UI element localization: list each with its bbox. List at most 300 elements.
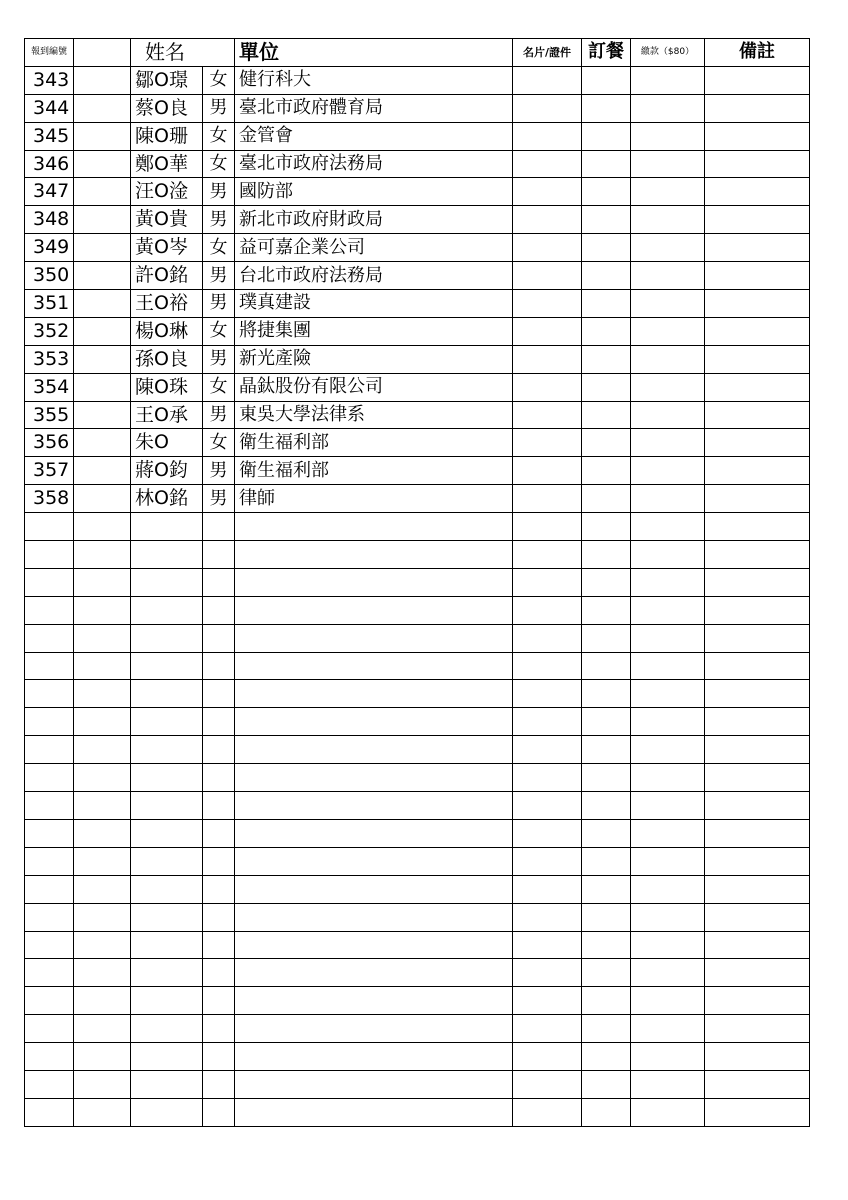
unit-cell — [235, 1070, 513, 1098]
gender-cell — [203, 847, 235, 875]
meal-cell — [582, 1043, 631, 1071]
empty-row — [25, 652, 810, 680]
meal-cell — [582, 513, 631, 541]
notes-cell — [705, 596, 810, 624]
gender-cell — [203, 680, 235, 708]
notes-cell — [705, 317, 810, 345]
meal-cell — [582, 1015, 631, 1043]
payment-cell — [631, 206, 705, 234]
payment-cell — [631, 178, 705, 206]
reg-no-cell: 346 — [25, 150, 74, 178]
notes-cell — [705, 66, 810, 94]
blank-cell — [74, 150, 131, 178]
reg-no-cell — [25, 568, 74, 596]
payment-cell — [631, 513, 705, 541]
notes-cell — [705, 819, 810, 847]
blank-cell — [74, 262, 131, 290]
gender-cell: 女 — [203, 429, 235, 457]
card-cell — [513, 764, 582, 792]
blank-cell — [74, 1070, 131, 1098]
name-cell — [131, 875, 203, 903]
table-row — [25, 150, 810, 178]
unit-cell: 東吳大學法律系 — [235, 401, 513, 429]
gender-cell — [203, 541, 235, 569]
meal-cell — [582, 652, 631, 680]
name-cell: 林O銘 — [131, 485, 203, 513]
gender-cell — [203, 568, 235, 596]
unit-cell — [235, 680, 513, 708]
card-cell — [513, 513, 582, 541]
name-cell — [131, 541, 203, 569]
reg-no-cell — [25, 1015, 74, 1043]
card-cell — [513, 1043, 582, 1071]
reg-no-cell: 348 — [25, 206, 74, 234]
blank-cell — [74, 624, 131, 652]
name-cell: 王O承 — [131, 401, 203, 429]
blank-cell — [74, 819, 131, 847]
name-cell: 黃O貴 — [131, 206, 203, 234]
unit-cell — [235, 959, 513, 987]
notes-cell — [705, 652, 810, 680]
blank-cell — [74, 903, 131, 931]
table-row — [25, 401, 810, 429]
unit-cell: 臺北市政府法務局 — [235, 150, 513, 178]
card-cell — [513, 317, 582, 345]
gender-cell — [203, 792, 235, 820]
blank-cell — [74, 290, 131, 318]
meal-cell — [582, 541, 631, 569]
name-cell: 王O裕 — [131, 290, 203, 318]
empty-row — [25, 596, 810, 624]
reg-no-cell: 354 — [25, 373, 74, 401]
reg-no-cell — [25, 792, 74, 820]
gender-cell: 女 — [203, 234, 235, 262]
payment-cell — [631, 903, 705, 931]
gender-cell: 男 — [203, 457, 235, 485]
notes-cell — [705, 206, 810, 234]
empty-row — [25, 541, 810, 569]
gender-cell — [203, 875, 235, 903]
meal-cell — [582, 987, 631, 1015]
blank-cell — [74, 66, 131, 94]
meal-cell — [582, 94, 631, 122]
name-cell — [131, 708, 203, 736]
payment-cell — [631, 1070, 705, 1098]
notes-cell — [705, 429, 810, 457]
blank-cell — [74, 345, 131, 373]
card-cell — [513, 178, 582, 206]
gender-cell — [203, 1070, 235, 1098]
gender-cell: 男 — [203, 206, 235, 234]
gender-cell: 男 — [203, 262, 235, 290]
gender-cell — [203, 1043, 235, 1071]
notes-cell — [705, 903, 810, 931]
notes-cell — [705, 234, 810, 262]
notes-cell — [705, 847, 810, 875]
table-row — [25, 317, 810, 345]
payment-cell — [631, 66, 705, 94]
payment-cell — [631, 317, 705, 345]
card-cell — [513, 903, 582, 931]
meal-cell — [582, 819, 631, 847]
header-blank — [74, 39, 131, 67]
table-row — [25, 66, 810, 94]
blank-cell — [74, 1098, 131, 1126]
meal-cell — [582, 178, 631, 206]
payment-cell — [631, 568, 705, 596]
name-cell — [131, 987, 203, 1015]
blank-cell — [74, 178, 131, 206]
meal-cell — [582, 290, 631, 318]
card-cell — [513, 485, 582, 513]
header-row — [25, 39, 810, 67]
meal-cell — [582, 959, 631, 987]
gender-cell: 女 — [203, 373, 235, 401]
card-cell — [513, 94, 582, 122]
unit-cell: 國防部 — [235, 178, 513, 206]
notes-cell — [705, 485, 810, 513]
meal-cell — [582, 736, 631, 764]
meal-cell — [582, 792, 631, 820]
table-row — [25, 429, 810, 457]
payment-cell — [631, 429, 705, 457]
reg-no-cell: 355 — [25, 401, 74, 429]
notes-cell — [705, 150, 810, 178]
card-cell — [513, 959, 582, 987]
reg-no-cell — [25, 1043, 74, 1071]
reg-no-cell: 353 — [25, 345, 74, 373]
blank-cell — [74, 680, 131, 708]
name-cell — [131, 764, 203, 792]
reg-no-cell — [25, 847, 74, 875]
unit-cell — [235, 819, 513, 847]
card-cell — [513, 931, 582, 959]
meal-cell — [582, 903, 631, 931]
blank-cell — [74, 206, 131, 234]
header-meal: 訂餐 — [582, 39, 631, 67]
table-row — [25, 122, 810, 150]
notes-cell — [705, 541, 810, 569]
empty-row — [25, 764, 810, 792]
card-cell — [513, 541, 582, 569]
payment-cell — [631, 819, 705, 847]
payment-cell — [631, 987, 705, 1015]
notes-cell — [705, 1043, 810, 1071]
blank-cell — [74, 234, 131, 262]
reg-no-cell — [25, 680, 74, 708]
notes-cell — [705, 457, 810, 485]
name-cell: 蔡O良 — [131, 94, 203, 122]
meal-cell — [582, 150, 631, 178]
name-cell — [131, 513, 203, 541]
name-cell — [131, 568, 203, 596]
payment-cell — [631, 792, 705, 820]
registration-table — [24, 38, 810, 1127]
gender-cell: 男 — [203, 401, 235, 429]
payment-cell — [631, 541, 705, 569]
name-cell — [131, 819, 203, 847]
reg-no-cell: 350 — [25, 262, 74, 290]
gender-cell: 男 — [203, 485, 235, 513]
reg-no-cell — [25, 875, 74, 903]
notes-cell — [705, 262, 810, 290]
unit-cell — [235, 652, 513, 680]
gender-cell: 男 — [203, 345, 235, 373]
blank-cell — [74, 875, 131, 903]
gender-cell — [203, 736, 235, 764]
reg-no-cell — [25, 1098, 74, 1126]
meal-cell — [582, 764, 631, 792]
gender-cell — [203, 819, 235, 847]
meal-cell — [582, 485, 631, 513]
reg-no-cell: 345 — [25, 122, 74, 150]
payment-cell — [631, 680, 705, 708]
reg-no-cell — [25, 931, 74, 959]
empty-row — [25, 624, 810, 652]
meal-cell — [582, 206, 631, 234]
name-cell: 朱O — [131, 429, 203, 457]
payment-cell — [631, 708, 705, 736]
header-card: 名片/證件 — [513, 39, 582, 67]
payment-cell — [631, 652, 705, 680]
notes-cell — [705, 568, 810, 596]
reg-no-cell — [25, 513, 74, 541]
gender-cell — [203, 931, 235, 959]
gender-cell: 男 — [203, 94, 235, 122]
card-cell — [513, 708, 582, 736]
name-cell — [131, 1015, 203, 1043]
blank-cell — [74, 94, 131, 122]
header-notes: 備註 — [705, 39, 810, 67]
name-cell: 楊O琳 — [131, 317, 203, 345]
reg-no-cell — [25, 596, 74, 624]
notes-cell — [705, 373, 810, 401]
blank-cell — [74, 1043, 131, 1071]
name-cell: 汪O淦 — [131, 178, 203, 206]
unit-cell: 益可嘉企業公司 — [235, 234, 513, 262]
meal-cell — [582, 1098, 631, 1126]
payment-cell — [631, 345, 705, 373]
card-cell — [513, 1070, 582, 1098]
reg-no-cell — [25, 903, 74, 931]
unit-cell — [235, 1098, 513, 1126]
notes-cell — [705, 178, 810, 206]
blank-cell — [74, 959, 131, 987]
unit-cell: 新光產險 — [235, 345, 513, 373]
unit-cell — [235, 875, 513, 903]
unit-cell: 健行科大 — [235, 66, 513, 94]
gender-cell: 女 — [203, 317, 235, 345]
payment-cell — [631, 485, 705, 513]
reg-no-cell — [25, 652, 74, 680]
payment-cell — [631, 624, 705, 652]
notes-cell — [705, 94, 810, 122]
reg-no-cell — [25, 1070, 74, 1098]
notes-cell — [705, 290, 810, 318]
unit-cell: 臺北市政府體育局 — [235, 94, 513, 122]
blank-cell — [74, 1015, 131, 1043]
notes-cell — [705, 931, 810, 959]
gender-cell — [203, 959, 235, 987]
blank-cell — [74, 596, 131, 624]
name-cell: 許O銘 — [131, 262, 203, 290]
payment-cell — [631, 1043, 705, 1071]
card-cell — [513, 122, 582, 150]
notes-cell — [705, 1015, 810, 1043]
name-cell: 陳O珊 — [131, 122, 203, 150]
meal-cell — [582, 373, 631, 401]
table-row — [25, 373, 810, 401]
table-row — [25, 178, 810, 206]
payment-cell — [631, 847, 705, 875]
card-cell — [513, 373, 582, 401]
meal-cell — [582, 345, 631, 373]
empty-row — [25, 1015, 810, 1043]
reg-no-cell — [25, 624, 74, 652]
empty-row — [25, 903, 810, 931]
name-cell — [131, 931, 203, 959]
name-cell: 黃O岑 — [131, 234, 203, 262]
unit-cell — [235, 847, 513, 875]
payment-cell — [631, 959, 705, 987]
blank-cell — [74, 708, 131, 736]
card-cell — [513, 1098, 582, 1126]
meal-cell — [582, 568, 631, 596]
payment-cell — [631, 1015, 705, 1043]
meal-cell — [582, 875, 631, 903]
reg-no-cell: 356 — [25, 429, 74, 457]
reg-no-cell: 343 — [25, 66, 74, 94]
notes-cell — [705, 1070, 810, 1098]
notes-cell — [705, 792, 810, 820]
empty-row — [25, 1070, 810, 1098]
unit-cell — [235, 708, 513, 736]
header-unit: 單位 — [235, 39, 513, 67]
notes-cell — [705, 708, 810, 736]
table-row — [25, 94, 810, 122]
unit-cell — [235, 624, 513, 652]
blank-cell — [74, 122, 131, 150]
notes-cell — [705, 1098, 810, 1126]
unit-cell: 晶鈦股份有限公司 — [235, 373, 513, 401]
reg-no-cell: 357 — [25, 457, 74, 485]
card-cell — [513, 652, 582, 680]
blank-cell — [74, 568, 131, 596]
unit-cell — [235, 541, 513, 569]
meal-cell — [582, 401, 631, 429]
card-cell — [513, 457, 582, 485]
meal-cell — [582, 66, 631, 94]
reg-no-cell — [25, 987, 74, 1015]
blank-cell — [74, 513, 131, 541]
notes-cell — [705, 122, 810, 150]
meal-cell — [582, 317, 631, 345]
table-row — [25, 262, 810, 290]
name-cell — [131, 959, 203, 987]
meal-cell — [582, 457, 631, 485]
unit-cell: 新北市政府財政局 — [235, 206, 513, 234]
payment-cell — [631, 401, 705, 429]
unit-cell: 衛生福利部 — [235, 457, 513, 485]
payment-cell — [631, 122, 705, 150]
card-cell — [513, 792, 582, 820]
notes-cell — [705, 736, 810, 764]
reg-no-cell — [25, 736, 74, 764]
name-cell: 陳O珠 — [131, 373, 203, 401]
card-cell — [513, 150, 582, 178]
empty-row — [25, 959, 810, 987]
card-cell — [513, 345, 582, 373]
blank-cell — [74, 652, 131, 680]
notes-cell — [705, 345, 810, 373]
table-row — [25, 290, 810, 318]
blank-cell — [74, 792, 131, 820]
notes-cell — [705, 513, 810, 541]
blank-cell — [74, 317, 131, 345]
empty-row — [25, 875, 810, 903]
card-cell — [513, 596, 582, 624]
meal-cell — [582, 708, 631, 736]
notes-cell — [705, 401, 810, 429]
blank-cell — [74, 987, 131, 1015]
gender-cell: 男 — [203, 178, 235, 206]
empty-row — [25, 736, 810, 764]
reg-no-cell: 351 — [25, 290, 74, 318]
empty-row — [25, 819, 810, 847]
meal-cell — [582, 931, 631, 959]
payment-cell — [631, 290, 705, 318]
meal-cell — [582, 429, 631, 457]
header-reg-no: 報到編號 — [25, 39, 74, 67]
payment-cell — [631, 736, 705, 764]
empty-row — [25, 708, 810, 736]
gender-cell — [203, 1098, 235, 1126]
name-cell — [131, 596, 203, 624]
reg-no-cell: 349 — [25, 234, 74, 262]
card-cell — [513, 262, 582, 290]
meal-cell — [582, 1070, 631, 1098]
blank-cell — [74, 847, 131, 875]
reg-no-cell: 344 — [25, 94, 74, 122]
blank-cell — [74, 373, 131, 401]
payment-cell — [631, 457, 705, 485]
name-cell — [131, 903, 203, 931]
card-cell — [513, 206, 582, 234]
blank-cell — [74, 457, 131, 485]
unit-cell — [235, 987, 513, 1015]
name-cell — [131, 1043, 203, 1071]
card-cell — [513, 736, 582, 764]
empty-row — [25, 1043, 810, 1071]
empty-row — [25, 1098, 810, 1126]
unit-cell — [235, 903, 513, 931]
card-cell — [513, 987, 582, 1015]
gender-cell — [203, 903, 235, 931]
unit-cell: 台北市政府法務局 — [235, 262, 513, 290]
name-cell — [131, 847, 203, 875]
payment-cell — [631, 373, 705, 401]
gender-cell — [203, 708, 235, 736]
empty-row — [25, 792, 810, 820]
header-name: 姓名 — [131, 39, 235, 67]
reg-no-cell — [25, 819, 74, 847]
name-cell: 孫O良 — [131, 345, 203, 373]
blank-cell — [74, 764, 131, 792]
gender-cell — [203, 624, 235, 652]
payment-cell — [631, 1098, 705, 1126]
unit-cell — [235, 513, 513, 541]
gender-cell — [203, 764, 235, 792]
